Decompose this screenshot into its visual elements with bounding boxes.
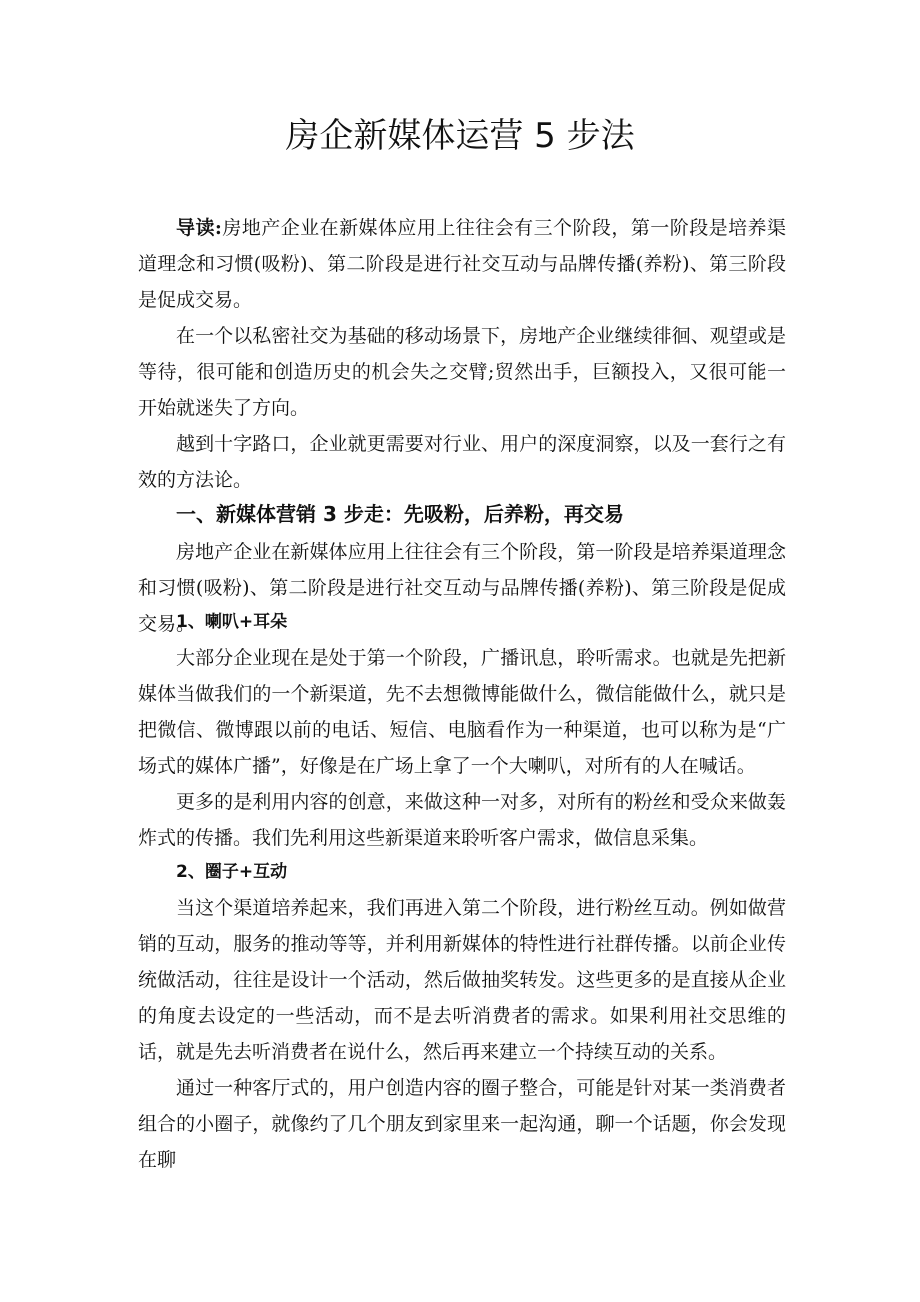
intro-label: 导读: <box>176 217 222 239</box>
page-title: 房企新媒体运营 5 步法 <box>285 116 635 156</box>
section-1-heading: 一、新媒体营销 3 步走：先吸粉，后养粉，再交易 <box>176 502 624 526</box>
intro-paragraph-2: 在一个以私密社交为基础的移动场景下，房地产企业继续徘徊、观望或是等待，很可能和创造历史的机会失之交臂;贸然出手，巨额投入，又很可能一开始就迷失了方向。 <box>138 325 786 419</box>
subsection-2-heading: 2、圈子+互动 <box>176 862 288 882</box>
intro-paragraph-3: 越到十字路口，企业就更需要对行业、用户的深度洞察，以及一套行之有效的方法论。 <box>138 433 786 491</box>
subsection-2-paragraph-2: 通过一种客厅式的，用户创造内容的圈子整合，可能是针对某一类消费者组合的小圈子，就像约了几个朋友到家里来一起沟通，聊一个话题，你会发现在聊 <box>138 1077 786 1171</box>
section-1-paragraph: 房地产企业在新媒体应用上往往会有三个阶段，第一阶段是培养渠道理念和习惯(吸粉)、第二阶段是进行社交互动与品牌传播(养粉)、第三阶段是促成交易。 <box>138 541 786 635</box>
subsection-1-paragraph-1: 大部分企业现在是处于第一个阶段，广播讯息，聆听需求。也就是先把新媒体当做我们的一个新渠道，先不去想微博能做什么，微信能做什么，就只是把微信、微博跟以前的电话、短信、电脑看作为一种渠道，也可以称为是“广场式的媒体广播”，好像是在广场上拿了一个大喇叭，对所有的人在喊话。 <box>138 647 786 777</box>
intro-paragraph <box>138 210 786 318</box>
subsection-1-paragraph-2: 更多的是利用内容的创意，来做这种一对多，对所有的粉丝和受众来做轰炸式的传播。我们先利用这些新渠道来聆听客户需求，做信息采集。 <box>138 791 786 849</box>
intro-text: 房地产企业在新媒体应用上往往会有三个阶段，第一阶段是培养渠道理念和习惯(吸粉)、第二阶段是进行社交互动与品牌传播(养粉)、第三阶段是促成交易。 <box>138 217 786 311</box>
subsection-2-paragraph-1: 当这个渠道培养起来，我们再进入第二个阶段，进行粉丝互动。例如做营销的互动，服务的推动等等，并利用新媒体的特性进行社群传播。以前企业传统做活动，往往是设计一个活动，然后做抽奖转发。这些更多的是直接从企业的角度去设定的一些活动，而不是去听消费者的需求。如果利用社交思维的话，就是先去听消费者在说什么，然后再来建立一个持续互动的关系。 <box>138 897 786 1063</box>
subsection-1-heading: 1、喇叭+耳朵 <box>176 612 288 632</box>
